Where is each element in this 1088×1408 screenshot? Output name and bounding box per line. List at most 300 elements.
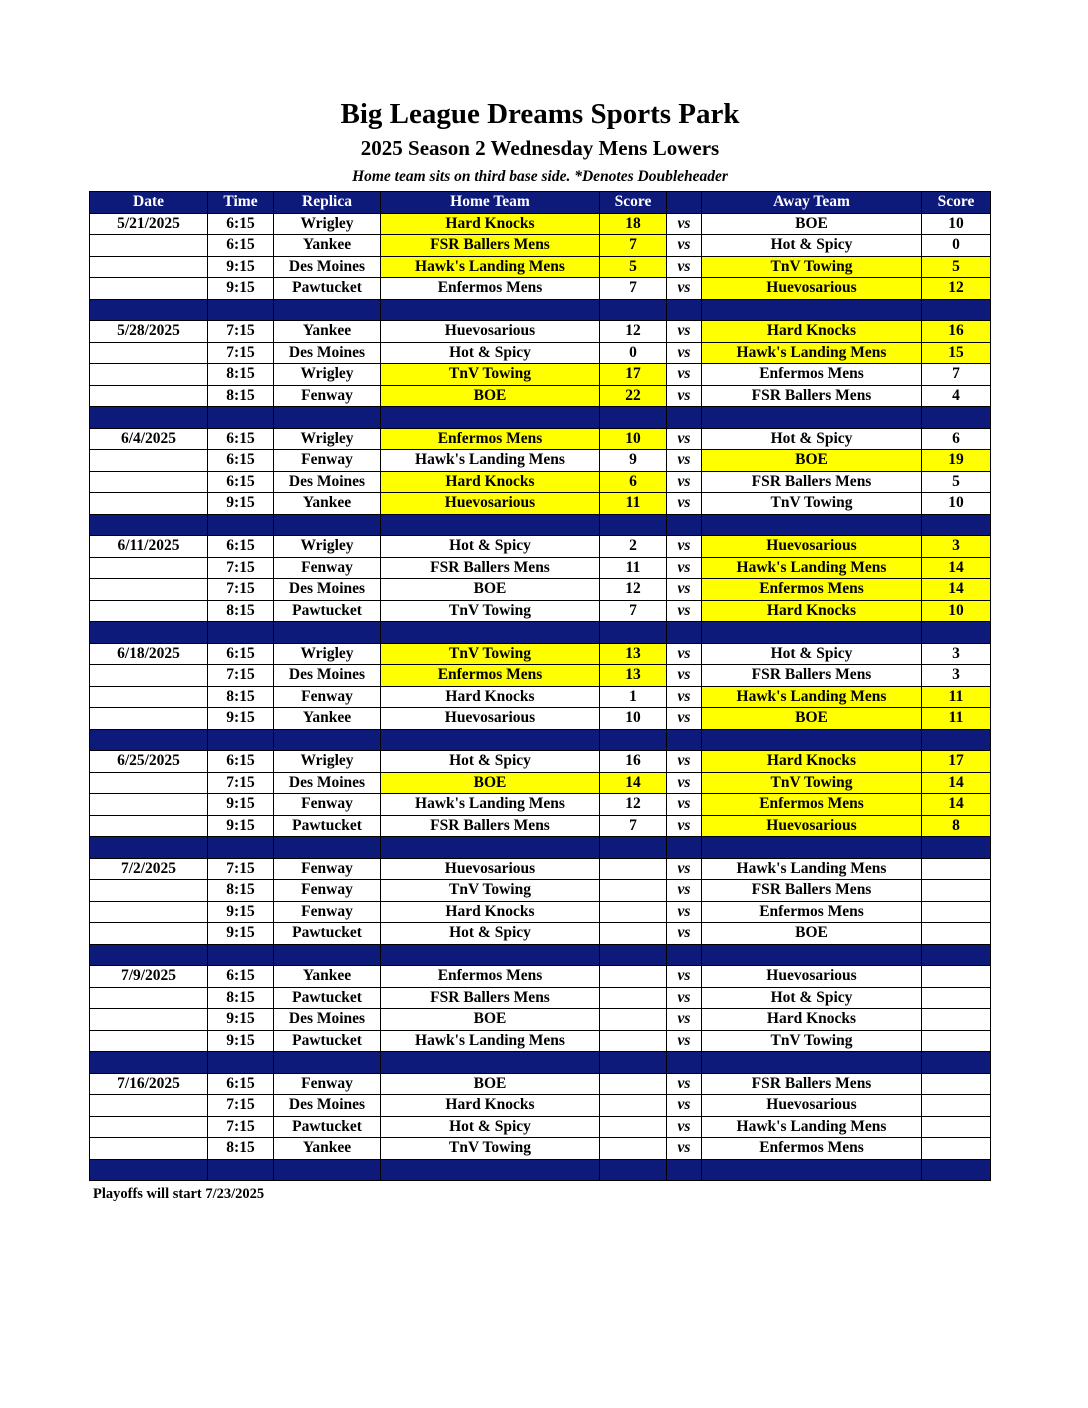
vs-cell: vs: [667, 794, 702, 816]
field-cell: Pawtucket: [274, 987, 381, 1009]
home-team-cell: BOE: [381, 772, 600, 794]
home-team-cell: FSR Ballers Mens: [381, 557, 600, 579]
home-team-cell: Huevosarious: [381, 708, 600, 730]
field-cell: Yankee: [274, 493, 381, 515]
separator-cell: [667, 729, 702, 751]
home-team-cell: BOE: [381, 385, 600, 407]
separator-cell: [702, 1159, 922, 1181]
home-team-cell: FSR Ballers Mens: [381, 815, 600, 837]
time-cell: 9:15: [208, 901, 274, 923]
date-cell: 6/18/2025: [90, 643, 208, 665]
field-cell: Fenway: [274, 385, 381, 407]
separator-cell: [702, 837, 922, 859]
field-cell: Des Moines: [274, 342, 381, 364]
time-cell: 9:15: [208, 1030, 274, 1052]
time-cell: 7:15: [208, 772, 274, 794]
home-team-cell: Hot & Spicy: [381, 342, 600, 364]
away-team-cell: BOE: [702, 213, 922, 235]
vs-cell: vs: [667, 213, 702, 235]
date-cell: [90, 450, 208, 472]
separator-cell: [667, 1159, 702, 1181]
time-cell: 7:15: [208, 557, 274, 579]
field-cell: Yankee: [274, 235, 381, 257]
separator-cell: [667, 407, 702, 429]
separator-cell: [208, 407, 274, 429]
separator-cell: [667, 837, 702, 859]
separator-cell: [90, 729, 208, 751]
separator-cell: [922, 1159, 991, 1181]
date-cell: 5/21/2025: [90, 213, 208, 235]
home-score-cell: 12: [600, 321, 667, 343]
date-cell: [90, 342, 208, 364]
home-score-cell: 14: [600, 772, 667, 794]
away-team-cell: Hot & Spicy: [702, 643, 922, 665]
table-row: [90, 1030, 991, 1052]
table-row: [90, 665, 991, 687]
field-cell: Yankee: [274, 708, 381, 730]
table-row: [90, 1116, 991, 1138]
home-score-cell: 9: [600, 450, 667, 472]
away-score-cell: [922, 1138, 991, 1160]
separator-cell: [90, 944, 208, 966]
table-row: [90, 794, 991, 816]
vs-cell: vs: [667, 471, 702, 493]
home-score-cell: 0: [600, 342, 667, 364]
separator-cell: [600, 837, 667, 859]
separator-cell: [90, 407, 208, 429]
date-cell: 7/2/2025: [90, 858, 208, 880]
home-team-cell: Enfermos Mens: [381, 428, 600, 450]
away-score-cell: 6: [922, 428, 991, 450]
away-score-cell: [922, 1030, 991, 1052]
home-team-cell: Enfermos Mens: [381, 966, 600, 988]
away-team-cell: TnV Towing: [702, 256, 922, 278]
table-row: [90, 536, 991, 558]
schedule-note: Home team sits on third base side. *Denotes Doubleheader: [352, 168, 728, 185]
separator-cell: [381, 837, 600, 859]
away-score-cell: [922, 966, 991, 988]
field-cell: Wrigley: [274, 364, 381, 386]
separator-cell: [274, 729, 381, 751]
away-team-cell: Hawk's Landing Mens: [702, 342, 922, 364]
table-row: [90, 385, 991, 407]
home-team-cell: Hawk's Landing Mens: [381, 256, 600, 278]
home-score-cell: 13: [600, 643, 667, 665]
vs-cell: vs: [667, 686, 702, 708]
separator-cell: [922, 407, 991, 429]
separator-cell: [702, 944, 922, 966]
vs-cell: vs: [667, 256, 702, 278]
table-row: [90, 708, 991, 730]
time-cell: 9:15: [208, 815, 274, 837]
field-cell: Fenway: [274, 901, 381, 923]
time-cell: 6:15: [208, 450, 274, 472]
vs-cell: vs: [667, 600, 702, 622]
table-row: [90, 235, 991, 257]
time-cell: 6:15: [208, 1073, 274, 1095]
date-cell: [90, 923, 208, 945]
home-score-cell: 18: [600, 213, 667, 235]
home-team-cell: BOE: [381, 1009, 600, 1031]
table-row: [90, 428, 991, 450]
field-cell: Pawtucket: [274, 923, 381, 945]
separator-cell: [702, 622, 922, 644]
week-separator-row: [90, 729, 991, 751]
separator-cell: [667, 514, 702, 536]
table-row: [90, 557, 991, 579]
separator-cell: [600, 407, 667, 429]
home-team-cell: Enfermos Mens: [381, 278, 600, 300]
home-score-cell: [600, 923, 667, 945]
time-cell: 7:15: [208, 1095, 274, 1117]
away-team-cell: Hard Knocks: [702, 751, 922, 773]
separator-cell: [667, 299, 702, 321]
separator-cell: [702, 729, 922, 751]
table-row: [90, 751, 991, 773]
vs-cell: vs: [667, 987, 702, 1009]
home-team-cell: Hawk's Landing Mens: [381, 794, 600, 816]
separator-cell: [381, 729, 600, 751]
field-cell: Fenway: [274, 1073, 381, 1095]
week-separator-row: [90, 1052, 991, 1074]
away-score-cell: [922, 1009, 991, 1031]
vs-cell: vs: [667, 235, 702, 257]
away-team-cell: BOE: [702, 450, 922, 472]
away-team-cell: BOE: [702, 923, 922, 945]
separator-cell: [274, 514, 381, 536]
vs-cell: vs: [667, 493, 702, 515]
home-score-cell: 12: [600, 794, 667, 816]
time-cell: 6:15: [208, 966, 274, 988]
home-team-cell: Hard Knocks: [381, 686, 600, 708]
vs-cell: vs: [667, 901, 702, 923]
separator-cell: [922, 944, 991, 966]
time-cell: 6:15: [208, 751, 274, 773]
home-team-cell: Hard Knocks: [381, 1095, 600, 1117]
separator-cell: [922, 729, 991, 751]
away-score-cell: 10: [922, 600, 991, 622]
date-cell: [90, 815, 208, 837]
col-header-date: Date: [90, 192, 208, 214]
separator-cell: [667, 1052, 702, 1074]
away-score-cell: 16: [922, 321, 991, 343]
separator-cell: [208, 1052, 274, 1074]
home-team-cell: Hot & Spicy: [381, 751, 600, 773]
separator-cell: [274, 299, 381, 321]
home-team-cell: Hot & Spicy: [381, 923, 600, 945]
away-team-cell: Huevosarious: [702, 815, 922, 837]
date-cell: [90, 256, 208, 278]
separator-cell: [381, 407, 600, 429]
table-row: [90, 1073, 991, 1095]
col-header-replica: Replica: [274, 192, 381, 214]
home-team-cell: TnV Towing: [381, 600, 600, 622]
away-team-cell: TnV Towing: [702, 772, 922, 794]
away-score-cell: [922, 923, 991, 945]
away-team-cell: Hard Knocks: [702, 1009, 922, 1031]
separator-cell: [381, 944, 600, 966]
away-score-cell: 0: [922, 235, 991, 257]
home-team-cell: Hot & Spicy: [381, 536, 600, 558]
vs-cell: vs: [667, 966, 702, 988]
away-score-cell: 14: [922, 579, 991, 601]
separator-cell: [90, 622, 208, 644]
vs-cell: vs: [667, 1030, 702, 1052]
date-cell: [90, 794, 208, 816]
time-cell: 9:15: [208, 256, 274, 278]
time-cell: 9:15: [208, 794, 274, 816]
vs-cell: vs: [667, 1073, 702, 1095]
field-cell: Pawtucket: [274, 1030, 381, 1052]
time-cell: 7:15: [208, 665, 274, 687]
away-team-cell: Hawk's Landing Mens: [702, 1116, 922, 1138]
away-team-cell: Enfermos Mens: [702, 1138, 922, 1160]
home-score-cell: 10: [600, 708, 667, 730]
away-team-cell: Enfermos Mens: [702, 579, 922, 601]
away-score-cell: 14: [922, 557, 991, 579]
vs-cell: vs: [667, 385, 702, 407]
page-title: Big League Dreams Sports Park: [340, 98, 740, 130]
away-score-cell: 10: [922, 213, 991, 235]
home-score-cell: 13: [600, 665, 667, 687]
vs-cell: vs: [667, 1009, 702, 1031]
away-team-cell: Hard Knocks: [702, 600, 922, 622]
away-score-cell: [922, 901, 991, 923]
col-header-time: Time: [208, 192, 274, 214]
date-cell: 5/28/2025: [90, 321, 208, 343]
field-cell: Wrigley: [274, 643, 381, 665]
field-cell: Pawtucket: [274, 1116, 381, 1138]
time-cell: 6:15: [208, 235, 274, 257]
separator-cell: [600, 622, 667, 644]
home-team-cell: TnV Towing: [381, 880, 600, 902]
away-team-cell: TnV Towing: [702, 1030, 922, 1052]
separator-cell: [208, 944, 274, 966]
field-cell: Wrigley: [274, 751, 381, 773]
field-cell: Des Moines: [274, 471, 381, 493]
home-score-cell: 2: [600, 536, 667, 558]
home-score-cell: 17: [600, 364, 667, 386]
home-team-cell: Hawk's Landing Mens: [381, 1030, 600, 1052]
time-cell: 8:15: [208, 686, 274, 708]
home-score-cell: 11: [600, 557, 667, 579]
vs-cell: vs: [667, 579, 702, 601]
time-cell: 8:15: [208, 1138, 274, 1160]
time-cell: 6:15: [208, 471, 274, 493]
time-cell: 9:15: [208, 493, 274, 515]
date-cell: [90, 880, 208, 902]
col-header-away-team: Away Team: [702, 192, 922, 214]
vs-cell: vs: [667, 1116, 702, 1138]
time-cell: 7:15: [208, 858, 274, 880]
time-cell: 8:15: [208, 600, 274, 622]
separator-cell: [90, 514, 208, 536]
home-score-cell: 6: [600, 471, 667, 493]
week-separator-row: [90, 1159, 991, 1181]
table-row: [90, 600, 991, 622]
home-score-cell: 12: [600, 579, 667, 601]
vs-cell: vs: [667, 450, 702, 472]
away-score-cell: [922, 1073, 991, 1095]
field-cell: Des Moines: [274, 1095, 381, 1117]
away-score-cell: 5: [922, 471, 991, 493]
separator-cell: [600, 1159, 667, 1181]
separator-cell: [381, 299, 600, 321]
home-score-cell: 7: [600, 815, 667, 837]
home-score-cell: 16: [600, 751, 667, 773]
home-team-cell: Huevosarious: [381, 493, 600, 515]
home-team-cell: Hard Knocks: [381, 471, 600, 493]
home-score-cell: [600, 1009, 667, 1031]
date-cell: [90, 579, 208, 601]
home-team-cell: Hard Knocks: [381, 213, 600, 235]
field-cell: Yankee: [274, 321, 381, 343]
time-cell: 9:15: [208, 278, 274, 300]
away-team-cell: Hot & Spicy: [702, 428, 922, 450]
table-row: [90, 772, 991, 794]
col-header-home-score: Score: [600, 192, 667, 214]
home-score-cell: 7: [600, 600, 667, 622]
date-cell: [90, 1030, 208, 1052]
time-cell: 8:15: [208, 385, 274, 407]
table-row: [90, 923, 991, 945]
separator-cell: [922, 1052, 991, 1074]
date-cell: [90, 557, 208, 579]
vs-cell: vs: [667, 880, 702, 902]
vs-cell: vs: [667, 708, 702, 730]
separator-cell: [600, 944, 667, 966]
separator-cell: [274, 407, 381, 429]
vs-cell: vs: [667, 557, 702, 579]
table-row: [90, 987, 991, 1009]
home-score-cell: [600, 901, 667, 923]
separator-cell: [208, 622, 274, 644]
table-row: [90, 278, 991, 300]
separator-cell: [922, 299, 991, 321]
field-cell: Wrigley: [274, 428, 381, 450]
col-header-vs: [667, 192, 702, 214]
table-row: [90, 364, 991, 386]
home-team-cell: FSR Ballers Mens: [381, 235, 600, 257]
away-score-cell: [922, 987, 991, 1009]
date-cell: [90, 493, 208, 515]
away-score-cell: [922, 1095, 991, 1117]
away-team-cell: Hawk's Landing Mens: [702, 557, 922, 579]
field-cell: Fenway: [274, 557, 381, 579]
away-team-cell: Hot & Spicy: [702, 235, 922, 257]
away-score-cell: 19: [922, 450, 991, 472]
date-cell: [90, 364, 208, 386]
date-cell: 7/9/2025: [90, 966, 208, 988]
week-separator-row: [90, 837, 991, 859]
schedule-body: [90, 213, 991, 1181]
separator-cell: [702, 514, 922, 536]
home-team-cell: Hard Knocks: [381, 901, 600, 923]
home-team-cell: TnV Towing: [381, 364, 600, 386]
away-score-cell: 10: [922, 493, 991, 515]
vs-cell: vs: [667, 923, 702, 945]
vs-cell: vs: [667, 364, 702, 386]
separator-cell: [381, 1052, 600, 1074]
field-cell: Fenway: [274, 450, 381, 472]
separator-cell: [90, 1052, 208, 1074]
home-score-cell: 1: [600, 686, 667, 708]
away-score-cell: 14: [922, 772, 991, 794]
table-row: [90, 1009, 991, 1031]
time-cell: 6:15: [208, 428, 274, 450]
away-team-cell: FSR Ballers Mens: [702, 880, 922, 902]
vs-cell: vs: [667, 815, 702, 837]
time-cell: 6:15: [208, 643, 274, 665]
field-cell: Des Moines: [274, 256, 381, 278]
separator-cell: [274, 1052, 381, 1074]
away-score-cell: [922, 880, 991, 902]
time-cell: 7:15: [208, 1116, 274, 1138]
home-score-cell: [600, 880, 667, 902]
date-cell: [90, 1095, 208, 1117]
away-score-cell: 5: [922, 256, 991, 278]
away-team-cell: TnV Towing: [702, 493, 922, 515]
time-cell: 8:15: [208, 880, 274, 902]
away-team-cell: Hawk's Landing Mens: [702, 858, 922, 880]
home-score-cell: [600, 858, 667, 880]
away-score-cell: 3: [922, 536, 991, 558]
home-score-cell: 5: [600, 256, 667, 278]
home-team-cell: Hot & Spicy: [381, 1116, 600, 1138]
time-cell: 6:15: [208, 536, 274, 558]
away-team-cell: Enfermos Mens: [702, 794, 922, 816]
field-cell: Fenway: [274, 858, 381, 880]
table-row: [90, 493, 991, 515]
vs-cell: vs: [667, 1095, 702, 1117]
vs-cell: vs: [667, 772, 702, 794]
date-cell: [90, 1116, 208, 1138]
date-cell: [90, 278, 208, 300]
date-cell: [90, 708, 208, 730]
home-score-cell: [600, 1138, 667, 1160]
home-team-cell: BOE: [381, 579, 600, 601]
home-score-cell: [600, 1030, 667, 1052]
field-cell: Fenway: [274, 794, 381, 816]
date-cell: 6/11/2025: [90, 536, 208, 558]
field-cell: Wrigley: [274, 536, 381, 558]
away-team-cell: FSR Ballers Mens: [702, 665, 922, 687]
separator-cell: [274, 1159, 381, 1181]
away-team-cell: Huevosarious: [702, 1095, 922, 1117]
table-row: [90, 858, 991, 880]
time-cell: 9:15: [208, 708, 274, 730]
separator-cell: [208, 299, 274, 321]
away-team-cell: FSR Ballers Mens: [702, 385, 922, 407]
time-cell: 6:15: [208, 213, 274, 235]
home-score-cell: [600, 1116, 667, 1138]
table-row: [90, 880, 991, 902]
field-cell: Des Moines: [274, 772, 381, 794]
field-cell: Des Moines: [274, 665, 381, 687]
header-row: [90, 192, 991, 214]
home-score-cell: 7: [600, 278, 667, 300]
away-score-cell: 3: [922, 665, 991, 687]
vs-cell: vs: [667, 858, 702, 880]
home-team-cell: Huevosarious: [381, 321, 600, 343]
date-cell: [90, 1009, 208, 1031]
col-header-away-score: Score: [922, 192, 991, 214]
separator-cell: [381, 1159, 600, 1181]
separator-cell: [600, 1052, 667, 1074]
date-cell: [90, 987, 208, 1009]
separator-cell: [922, 514, 991, 536]
away-team-cell: Huevosarious: [702, 278, 922, 300]
